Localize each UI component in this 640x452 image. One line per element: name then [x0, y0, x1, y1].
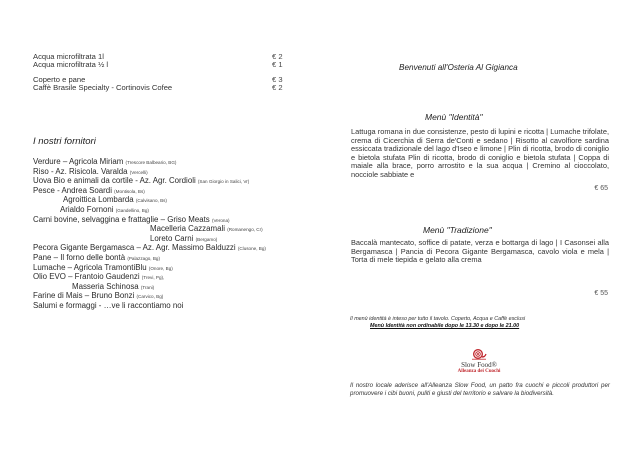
supplier-name: Agroittica Lombarda: [63, 195, 136, 205]
menu-tradizione-title: Menù "Tradizione": [423, 225, 492, 235]
supplier-name: Masseria Schinosa: [72, 281, 141, 291]
drink-row: [33, 61, 288, 69]
supplier-name: Arialdo Fornoni: [60, 204, 116, 214]
slow-food-name: Slow Food®: [461, 361, 497, 369]
supplier-name: Verdure – Agricola Miriam: [33, 157, 126, 166]
supplier-location: (Trani): [140, 284, 155, 290]
menu-identita-description: Lattuga romana in due consistenze, pesto di lupini e ricotta | Lumache trifolate, crema di Cicerchia di Serra de'Conti e sedano | Risotto al cavolfiore sardina essiccata tradizionale del lago d'Iseo e limone | Plin di ricotta, brodo di coniglio e bietola stufata Plin di ricotta, brodo di coniglio e bietola stufata | Coppa di maiale alla brace, porro arrostito e la sua acqua | Cremino al cioccolato, nocciole sabbiate e: [351, 128, 609, 179]
supplier-location: (Vercelli): [129, 169, 148, 175]
supplier-location: (Bergamo): [195, 236, 218, 242]
snail-icon: [471, 348, 487, 360]
slow-food-logo: [447, 348, 511, 375]
drink-label: Acqua microfiltrata ½ l: [33, 60, 109, 70]
supplier-name: Riso - Az. Risicola. Varalda: [33, 166, 130, 176]
drinks-list: [33, 53, 288, 99]
supplier-location: (Gandellino, Bg): [115, 207, 149, 213]
suppliers-list: [33, 158, 318, 312]
supplier-name: Macelleria Cazzamali: [150, 224, 228, 234]
alliance-description: Il nostro locale aderisce all'Alleanza Slow Food, un patto fra cuochi e piccoli produttori per promuovere i cibi buoni, puliti e giusti del territorio e salvare la biodiversità.: [350, 382, 610, 397]
menu-tradizione-price: € 55: [594, 290, 608, 297]
supplier-name: Pane – Il forno delle bontà: [33, 252, 128, 262]
supplier-location: (Calvisano, Bs): [135, 198, 167, 204]
supplier-name: Farine di Mais – Bruno Bonzi: [33, 291, 137, 301]
drink-label: Caffè Brasile Specialty - Cortinovis Cofee: [33, 83, 173, 93]
menu-note: [350, 316, 590, 330]
supplier-location: (Montisola, Bs): [114, 188, 145, 194]
supplier-item: [33, 302, 318, 312]
supplier-location: (San Giorgio in Salici, Vr): [197, 179, 250, 185]
menu-note-line2: Menù Identità non ordinabile dopo le 13.30 e dopo le 21.00: [370, 323, 520, 329]
supplier-location: (Clusone, Bg): [237, 246, 266, 252]
menu-identita-title: Menù "Identità": [425, 112, 483, 122]
welcome-heading: Benvenuti all'Osteria Al Gigianca: [399, 63, 518, 72]
supplier-name: Pecora Gigante Bergamasca – Az. Agr. Massimo Balduzzi: [33, 243, 238, 253]
slow-food-subtitle: Alleanza dei Cuochi: [457, 369, 501, 374]
supplier-location: (Verona): [211, 217, 230, 223]
right-page: [320, 0, 640, 452]
drink-price: € 2: [272, 83, 283, 93]
drink-price: € 2: [272, 52, 283, 61]
menu-tradizione-description: Baccalà mantecato, soffice di patate, verza e bottarga di lago | I Casonsei alla Bergamasca | Pancia di Pecora Gigante Bergamasca, cavolo viola e mela | Torta di mele tiepida e gelato alla crema: [351, 238, 609, 264]
drink-row: [33, 84, 288, 92]
menu-identita-price: € 65: [594, 185, 608, 192]
drink-group-water: [33, 53, 288, 70]
supplier-location: (Onore, Bg): [148, 265, 173, 271]
supplier-name: Lumache – Agricola TramontiBlu: [33, 262, 149, 272]
drink-label: Coperto e pane: [33, 74, 86, 84]
drink-group-cover: [33, 76, 288, 93]
supplier-location: (Carvico, Bg): [136, 294, 164, 300]
menu-note-line1: Il menù identità è inteso per tutto il tavolo. Coperto, Acqua e Caffè esclusi: [350, 316, 526, 322]
supplier-name: Carni bovine, selvaggina e frattaglie – Griso Meats: [33, 214, 212, 224]
drink-price: € 1: [272, 60, 283, 70]
supplier-location: (Palazzago, Bg): [127, 255, 161, 261]
supplier-name: Uova Bio e animali da cortile - Az. Agr. Cordioli: [33, 176, 198, 186]
supplier-location: (Trevi, Pg),: [141, 275, 165, 281]
supplier-location: (Romanengo, Cr): [227, 227, 263, 233]
supplier-name: Pesce - Andrea Soardi: [33, 185, 115, 195]
supplier-location: (Trescore Balbeario, BG): [125, 160, 177, 165]
drink-label: Acqua microfiltrata 1l: [33, 52, 104, 61]
suppliers-title: I nostri fornitori: [33, 136, 96, 147]
supplier-name: Olio EVO – Frantoio Gaudenzi: [33, 272, 142, 282]
supplier-name: Loreto Carni: [150, 233, 196, 243]
drink-price: € 3: [272, 74, 283, 84]
supplier-name: Salumi e formaggi - …ve li raccontiamo noi: [33, 300, 184, 310]
